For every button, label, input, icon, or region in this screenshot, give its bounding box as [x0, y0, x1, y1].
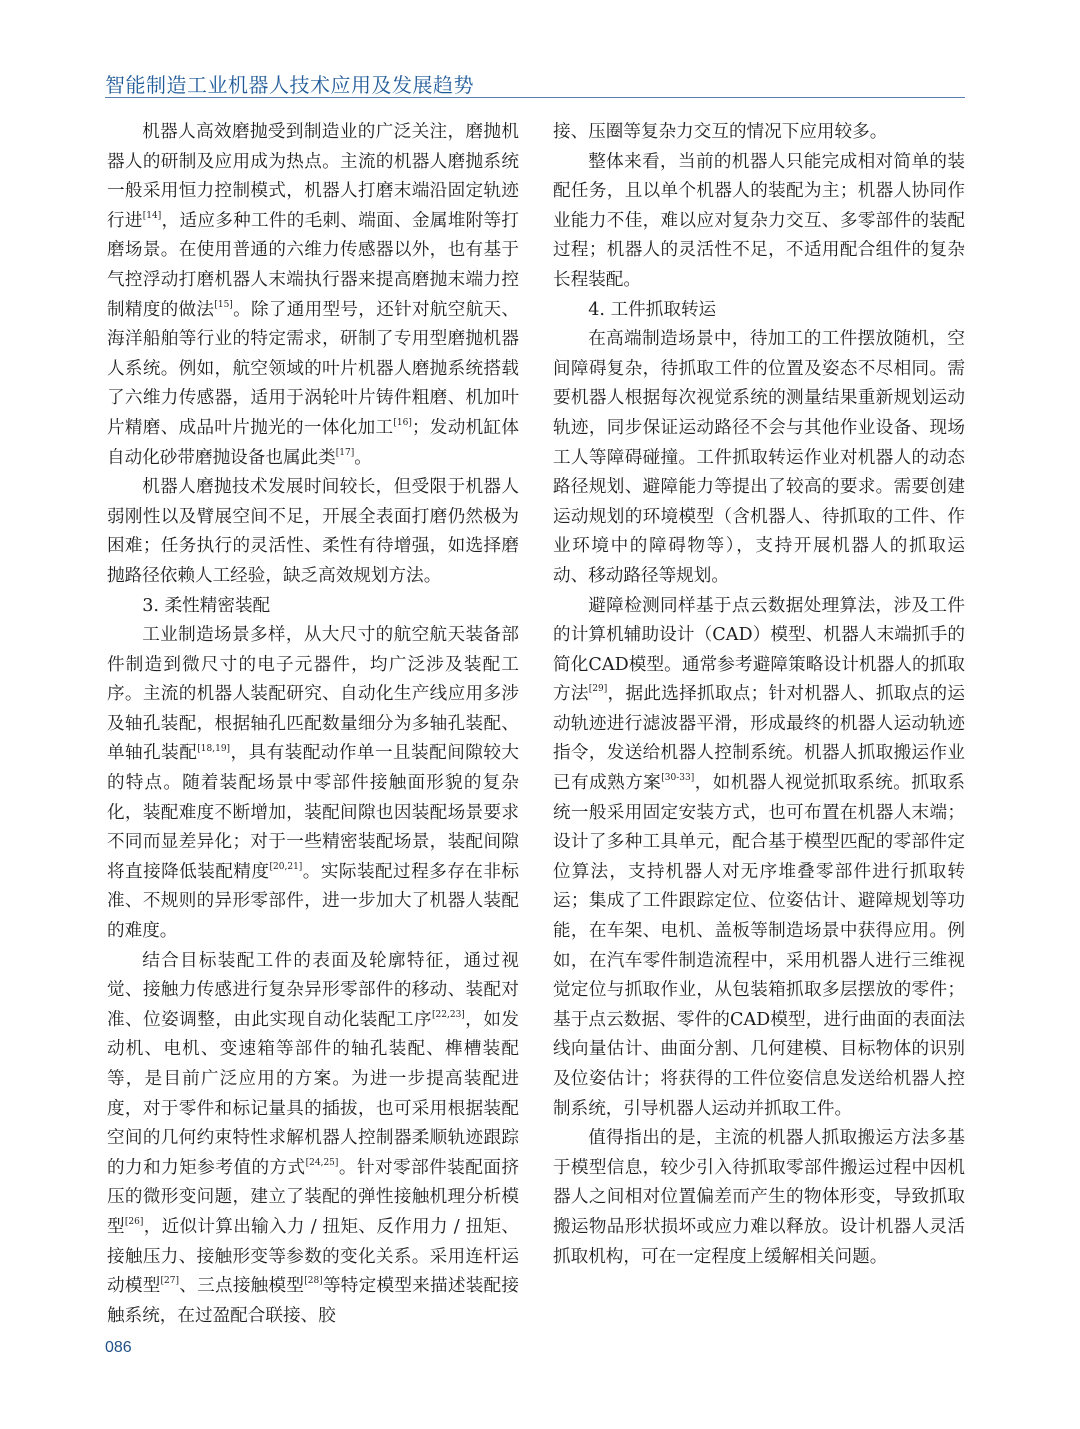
paragraph-text: 。针对零部件装配面挤压的微形变问题，建立了装配的弹性接触机理分析模型	[107, 1157, 519, 1237]
section-heading	[107, 592, 519, 622]
header-divider	[105, 97, 965, 98]
paragraph-text: 。实际装配过程多存在非标准、不规则的异形零部件，进一步加大了机器人装配的难度。	[107, 861, 519, 942]
section-heading	[553, 296, 965, 326]
paragraph-text: 机器人磨抛技术发展时间较长，但受限于机器人弱刚性以及臂展空间不足，开展全表面打磨仍然极为困难；任务执行的灵活性、柔性有待增强，如选择磨抛路径依赖人工经验，缺乏高效规划方法。	[107, 477, 519, 586]
body-paragraph	[107, 621, 519, 947]
paragraph-text: 整体来看，当前的机器人只能完成相对简单的装配任务，且以单个机器人的装配为主；机器人协同作业能力不佳，难以应对复杂力交互、多零部件的装配过程；机器人的灵活性不足，不适用配合组件的复杂长程装配。	[553, 151, 965, 290]
paragraph-text: 接、压圈等复杂力交互的情况下应用较多。	[553, 122, 888, 142]
paragraph-text: 4. 工件抓取转运	[588, 299, 717, 320]
body-paragraph	[553, 592, 965, 1125]
paragraph-text: 等特定模型来描述装配接触系统，在过盈配合联接、胶	[107, 1276, 519, 1326]
paragraph-text: 工业制造场景多样，从大尺寸的航空航天装备部件制造到微尺寸的电子元器件，均广泛涉及装配工序。主流的机器人装配研究、自动化生产线应用多涉及轴孔装配，根据轴孔匹配数量细分为多轴孔装配、单轴孔装配	[107, 625, 519, 764]
paragraph-text: 在高端制造场景中，待加工的工件摆放随机，空间障碍复杂，待抓取工件的位置及姿态不尽相同。需要机器人根据每次视觉系统的测量结果重新规划运动轨迹，同步保证运动路径不会与其他作业设备、现场工人等障碍碰撞。工件抓取转运作业对机器人的动态路径规划、避障能力等提出了较高的要求。需要创建运动规划的环境模型（含机器人、待抓取的工件、作业环境中的障碍物等），支持开展机器人的抓取运动、移动路径等规划。	[553, 329, 965, 586]
citation-ref: [16]	[393, 418, 412, 429]
paragraph-text: 3. 柔性精密装配	[142, 595, 271, 616]
running-header	[105, 72, 965, 100]
paragraph-text: 、三点接触模型	[179, 1276, 305, 1297]
body-paragraph	[107, 118, 519, 473]
paragraph-text: ，如机器人视觉抓取系统。抓取系统一般采用固定安装方式，也可布置在机器人末端；设计了多种工具单元，配合基于模型匹配的零部件定位算法，支持机器人对无序堆叠零部件进行抓取转运；集成了工件跟踪定位、位姿估计、避障规划等功能，在车架、电机、盖板等制造场景中获得应用。例如，在汽车零件制造流程中，采用机器人进行三维视觉定位与抓取作业，从包装箱抓取多层摆放的零件；基于点云数据、零件的CAD模型，进行曲面的表面法线向量估计、曲面分割、几何建模、目标物体的识别及位姿估计；将获得的工件位姿信息发送给机器人控制系统，引导机器人运动并抓取工件。	[553, 773, 965, 1119]
body-paragraph	[553, 325, 965, 591]
body-paragraph	[107, 473, 519, 591]
left-column	[107, 118, 519, 1331]
citation-ref: [30-33]	[661, 773, 695, 784]
paragraph-text: 机器人高效磨抛受到制造业的广泛关注，磨抛机器人的研制及应用成为热点。主流的机器人磨抛系统一般采用恒力控制模式，机器人打磨末端沿固定轨迹行进	[107, 122, 519, 231]
citation-ref: [27]	[160, 1276, 180, 1287]
running-header-title: 智能制造工业机器人技术应用及发展趋势	[105, 73, 474, 97]
page-number: 086	[105, 1339, 132, 1356]
paragraph-text: ；发动机缸体自动化砂带磨抛设备也属此类	[107, 417, 519, 468]
citation-ref: [22,23]	[432, 1009, 465, 1020]
paragraph-text: 值得指出的是，主流的机器人抓取搬运方法多基于模型信息，较少引入待抓取零部件搬运过程中因机器人之间相对位置偏差而产生的物体形变，导致抓取搬运物品形状损坏或应力难以释放。设计机器人灵活抓取机构，可在一定程度上缓解相关问题。	[553, 1128, 965, 1267]
citation-ref: [20,21]	[269, 861, 303, 872]
citation-ref: [28]	[304, 1276, 323, 1287]
paragraph-text: ，如发动机、电机、变速箱等部件的轴孔装配、榫槽装配等，是目前广泛应用的方案。为进一步提高装配进度，对于零件和标记量具的插拔，也可采用根据装配空间的几何约束特性求解机器人控制器柔顺轨迹跟踪的力和力矩参考值的方式	[107, 1009, 519, 1178]
paragraph-text: 。除了通用型号，还针对航空航天、海洋船舶等行业的特定需求，研制了专用型磨抛机器人系统。例如，航空领域的叶片机器人磨抛系统搭载了六维力传感器，适用于涡轮叶片铸件粗磨、机加叶片精磨、成品叶片抛光的一体化加工	[107, 299, 519, 438]
citation-ref: [15]	[214, 299, 233, 310]
body-paragraph	[553, 148, 965, 296]
body-paragraph	[107, 947, 519, 1332]
body-paragraph	[553, 118, 965, 148]
paragraph-text: ，据此选择抓取点；针对机器人、抓取点的运动轨迹进行滤波器平滑，形成最终的机器人运动轨迹指令，发送给机器人控制系统。机器人抓取搬运作业已有成熟方案	[553, 684, 965, 794]
citation-ref: [24,25]	[305, 1157, 339, 1168]
citation-ref: [14]	[142, 210, 162, 221]
body-paragraph	[553, 1124, 965, 1272]
paragraph-text: ，近似计算出输入力 / 扭矩、反作用力 / 扭矩、接触压力、接触形变等参数的变化关系。采用连杆运动模型	[107, 1216, 519, 1297]
citation-ref: [18,19]	[197, 743, 231, 754]
citation-ref: [17]	[335, 447, 355, 458]
paragraph-text: ，适应多种工件的毛刺、端面、金属堆附等打磨场景。在使用普通的六维力传感器以外，也有基于气控浮动打磨机器人末端执行器来提高磨抛末端力控制精度的做法	[107, 210, 519, 320]
paragraph-text: 避障检测同样基于点云数据处理算法，涉及工件的计算机辅助设计（CAD）模型、机器人末端抓手的简化CAD模型。通常参考避障策略设计机器人的抓取方法	[553, 595, 965, 705]
citation-ref: [26]	[124, 1217, 144, 1228]
paragraph-text: 。	[354, 447, 372, 468]
right-column	[553, 118, 965, 1272]
paragraph-text: ，具有装配动作单一且装配间隙较大的特点。随着装配场景中零部件接触面形貌的复杂化，装配难度不断增加，装配间隙也因装配场景要求不同而显差异化；对于一些精密装配场景，装配间隙将直接降低装配精度	[107, 743, 519, 882]
citation-ref: [29]	[588, 684, 608, 695]
paragraph-text: 结合目标装配工件的表面及轮廓特征，通过视觉、接触力传感进行复杂异形零部件的移动、装配对准、位姿调整，由此实现自动化装配工序	[107, 950, 519, 1030]
